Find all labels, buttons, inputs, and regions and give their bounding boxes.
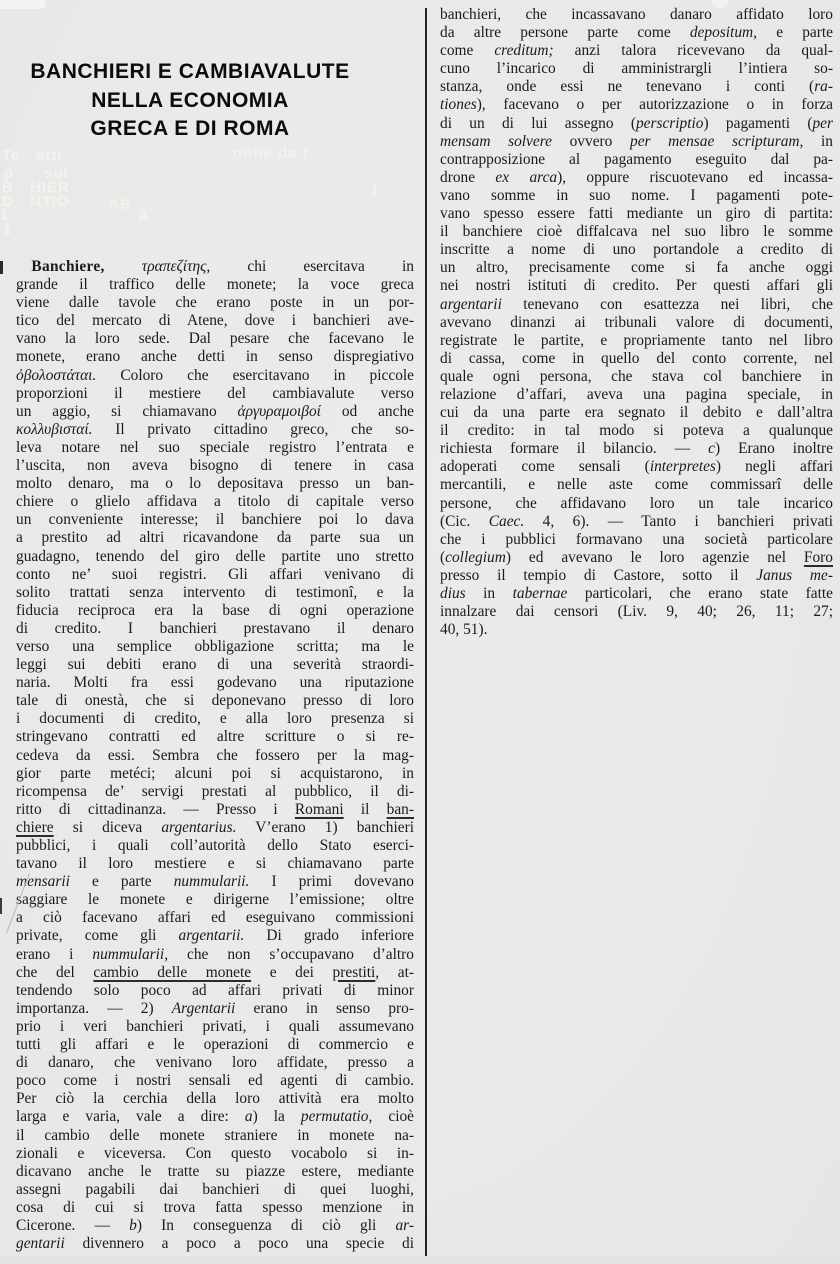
text-line: fiducia reciproca era la base di ogni operazione <box>16 601 414 619</box>
text-line: un conveniente interesse; il banchiere poi lo dava <box>16 511 414 529</box>
text-line: larga e varia, vale a dire: a) la permutatio, cioè <box>16 1108 414 1126</box>
text-line: cui da una parte era segnato il debito e dall’altra <box>440 404 833 422</box>
text-line: un altro, precisamente come si fa anche oggi <box>440 259 833 277</box>
text-line: monete, erano anche detti in senso dispregiativo <box>16 348 414 366</box>
text-line: cedeva da essi. Sembra che fossero per la mag- <box>16 746 414 764</box>
text-line: presso il tempio di Castore, sotto il Janus me- <box>440 566 834 584</box>
text-line: saggiare le monete e dirigerne l’emissione; oltre <box>16 891 414 909</box>
text-line: da altre persone parte come depositum, e parte <box>440 24 833 42</box>
column-divider-line <box>425 8 427 1256</box>
text-line: importanza. — 2) Argentarii erano in senso pro- <box>16 999 414 1017</box>
text-line: naria. Molti fra essi godevano una riputazione <box>16 674 414 692</box>
text-line: ritto di cittadinanza. — Presso i Romani il ban- <box>16 800 414 818</box>
text-line: tendendo solo poco ad affari privati di minor <box>16 981 414 999</box>
text-line: gior parte metéci; alcuni poi si acquistarono, in <box>16 764 414 782</box>
text-line: un aggio, si chiamavano ἀργυραμοιβοί od anche <box>16 402 414 420</box>
text-line: cuno l’incarico di amministrargli l’intiera so- <box>440 60 833 78</box>
text-line: avevano dinanzi ai tribunali valore di documenti, <box>440 313 833 331</box>
text-line: mensarii e parte nummularii. I primi dovevano <box>16 873 414 891</box>
ghost-fragment: onne da f <box>233 145 309 162</box>
ghost-fragment: AS <box>108 196 131 213</box>
text-line: tavano il loro mestiere e si chiamavano parte <box>16 855 414 873</box>
article-title <box>4 58 376 144</box>
text-line: a ciò facevano affari ed eseguivano commissioni <box>16 909 414 927</box>
scan-artifact-edge-tick <box>0 898 2 914</box>
text-line: il banchiere cioè diffalcava nel suo libro le somme <box>440 223 833 241</box>
text-line: 40, 51). <box>440 621 488 639</box>
text-line: private, come gli argentarii. Di grado inferiore <box>16 927 414 945</box>
text-line: innalzare dai censori (Liv. 9, 40; 26, 11; 27; <box>440 603 833 621</box>
ghost-fragment: ) <box>372 180 378 197</box>
ghost-fragment: A <box>138 208 150 225</box>
text-line: dius in tabernae particolari, che erano state fatte <box>440 585 833 602</box>
text-line: GRECA E DI ROMA <box>90 117 290 140</box>
text-line: di danaro, che venivano loro affidate, presso a <box>16 1054 414 1072</box>
text-line: mercantili, e nelle aste come commissarî delle <box>440 476 833 494</box>
text-line: banchieri, che incassavano danaro affidato loro <box>440 6 833 23</box>
text-line: Per ciò la cerchia della loro attività era molto <box>16 1090 414 1108</box>
scan-artifact-corner-patch <box>0 0 46 9</box>
ghost-fragment: 1 <box>3 221 13 238</box>
ghost-fragment: atti <box>36 147 63 164</box>
text-line: cosa di cui si trova fatta spesso menzione in <box>16 1198 414 1216</box>
text-line: i documenti di credito, e alla loro presenza si <box>16 710 414 728</box>
text-line: stringevano contratti ed altre scritture o si re- <box>16 728 414 746</box>
text-line: chiere si diceva argentarius. V’erano 1) banchieri <box>16 818 414 836</box>
text-line: inscritte a nome di uno portandole a credito di <box>440 241 833 259</box>
text-line: vano spesso essere fatti mediante un giro di partita: <box>440 205 833 223</box>
text-line: zionali e viceversa. Con questo vocabolo si in- <box>16 1144 414 1162</box>
text-line: argentarii tenevano con esattezza nei libri, che <box>440 295 833 313</box>
text-line: il credito: in tal modo si poteva a qualunque <box>440 422 833 440</box>
ghost-fragment: L <box>2 207 13 224</box>
ghost-fragment: sul <box>44 165 69 182</box>
text-line: come creditum; anzi talora ricevevano da qual- <box>440 42 833 60</box>
text-line: vano la loro sede. Dal pesare che facevano le <box>16 330 414 348</box>
text-line: di cassa, come in quello del conto corrente, nel <box>440 349 833 367</box>
text-line: ricompensa de’ servigi prestati al pubblico, il di- <box>16 782 414 800</box>
text-line: conto ne’ suoi registri. Gli affari venivano di <box>16 565 414 583</box>
text-line: di un di lui assegno (perscriptio) pagamenti (per <box>440 114 833 132</box>
text-line: grande il traffico delle monete; la voce greca <box>16 276 414 294</box>
text-line: stanza, onde essi ne tenevano i conti (ra- <box>440 78 833 96</box>
text-line: tico del mercato di Atene, dove i banchieri ave- <box>16 312 414 330</box>
text-line: Cicerone. — b) In conseguenza di ciò gli ar- <box>16 1216 414 1234</box>
ghost-fragment: p <box>4 165 15 182</box>
text-line: proporzioni il mestiere del cambiavalute verso <box>16 384 414 402</box>
text-line: guadagno, tenendo del giro delle partite uno stretto <box>16 547 414 565</box>
text-line: verso una semplice obbligazione scritta; ma le <box>16 637 414 655</box>
ghost-fragment: D <box>2 193 14 210</box>
text-line: viene dalle tavole che erano poste in un por- <box>16 294 414 312</box>
ghost-fragment: HIER <box>30 179 70 196</box>
text-line: assegni pagabili dai banchieri di quei luoghi, <box>16 1180 414 1198</box>
text-line: NELLA ECONOMIA <box>91 88 289 112</box>
text-line: l’uscita, non aveva bisogno di tenere in casa <box>16 457 414 475</box>
text-line: Banchiere, τραπεζίτης, chi esercitava in <box>31 258 414 275</box>
text-line: (collegium) ed avevano le loro agenzie nel Foro <box>440 548 833 566</box>
text-line: drone ex arca), oppure riscuotevano ed incassa- <box>440 168 833 186</box>
text-line: BANCHIERI E CAMBIAVALUTE <box>30 60 350 83</box>
ghost-fragment: B <box>2 179 14 196</box>
text-line: tiones), facevano o per autorizzazione o in forza <box>440 96 833 114</box>
text-line: nei nostri istituti di credito. Per questi affari gli <box>440 277 833 295</box>
text-line: relazione d’affari, aveva una pagina speciale, in <box>440 385 833 403</box>
text-line: leva notare nel suo speciale registro l’entrata e <box>16 438 414 456</box>
text-line: molto denaro, ma o lo depositava presso un ban- <box>16 475 414 493</box>
text-line: tutti gli affari e le operazioni di commercio e <box>16 1036 414 1054</box>
text-line: chiere o glielo affidava a titolo di capitale verso <box>16 493 414 511</box>
text-line: solito trattati senza intervento di testimonî, e la <box>16 583 414 601</box>
text-line: poco come i nostri sensali ed agenti di cambio. <box>16 1072 414 1090</box>
scan-artifact-edge-tick <box>0 261 3 274</box>
text-line: (Cic. Caec. 4, 6). — Tanto i banchieri privati <box>440 512 833 530</box>
text-line: pubblici, i quali coll’autorità dello Stato eserci- <box>16 837 414 854</box>
text-line: richiesta formare il bilancio. — c) Erano inoltre <box>440 440 833 458</box>
text-line: che del cambio delle monete e dei prestiti, at- <box>16 963 414 981</box>
text-line: κολλυβισταί. Il privato cittadino greco, che so- <box>16 420 414 438</box>
scan-artifact-bottom-band <box>0 1256 840 1264</box>
ghost-fragment: NTIO <box>30 193 70 210</box>
text-line: il cambio delle monete straniere in monete na- <box>16 1126 414 1144</box>
text-line: mensam solvere ovvero per mensae scripturam, in <box>440 132 833 150</box>
text-line: tale di onestà, che si deponevano presso di loro <box>16 692 414 710</box>
text-column-right <box>440 6 833 639</box>
text-line: che i pubblici formavano una società particolare <box>440 530 833 548</box>
text-line: ὀβολοστάται. Coloro che esercitavano in piccole <box>16 366 414 384</box>
text-line: di credito. I banchieri prestavano il denaro <box>16 619 414 637</box>
text-line: vano somme in suo nome. I pagamenti pote- <box>440 186 833 204</box>
text-line: contrapposizione al pagamento eseguito dal pa- <box>440 150 833 168</box>
text-line: leggi sui debiti erano di una severità straordi- <box>16 656 414 674</box>
text-line: erano i nummularii, che non s’occupavano d’altro <box>16 945 414 963</box>
text-line: persone, che affidavano loro un tale incarico <box>440 494 833 512</box>
text-line: adoperati come sensali (interpretes) negli affari <box>440 458 833 476</box>
text-line: registrate le partite, e propriamente tanto nel libro <box>440 331 833 349</box>
text-line: a prestito ad altri ricavandone da parte sua un <box>16 529 414 547</box>
text-column-left <box>16 258 414 1253</box>
text-line: prio i veri banchieri privati, i quali assumevano <box>16 1017 414 1035</box>
ghost-fragment: Te <box>2 147 21 164</box>
text-line: quale ogni persona, che stava col banchiere in <box>440 367 833 385</box>
text-line: dicavano anche le tratte su piazze estere, mediante <box>16 1162 414 1180</box>
text-line: gentarii divennero a poco a poco una specie di <box>16 1235 414 1253</box>
